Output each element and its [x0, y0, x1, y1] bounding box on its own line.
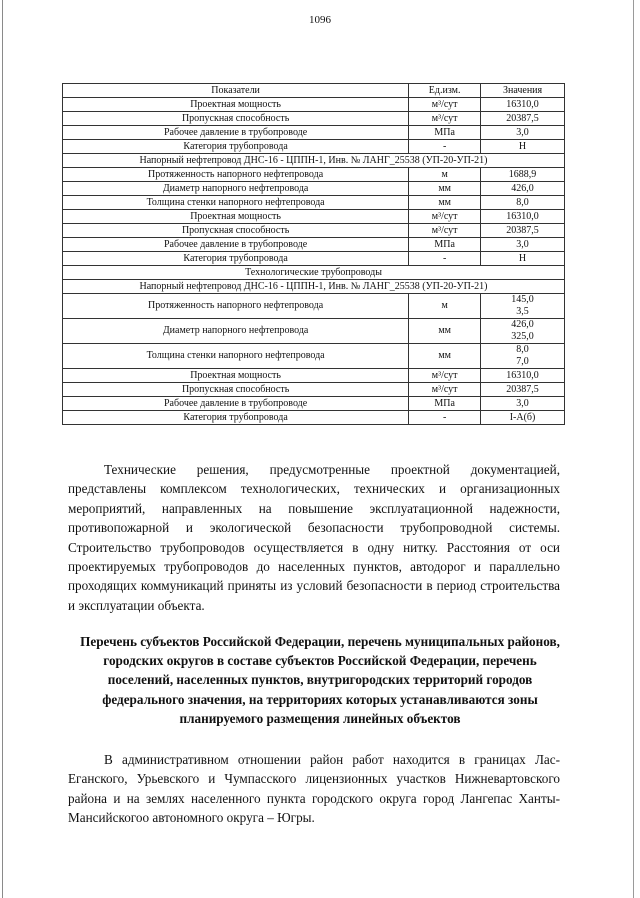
- value-line: 426,0: [511, 319, 534, 330]
- indicator-cell: Рабочее давление в трубопроводе: [63, 126, 409, 140]
- scan-edge-right: [633, 0, 634, 898]
- unit-cell: м³/сут: [409, 210, 481, 224]
- indicator-cell: Пропускная способность: [63, 383, 409, 397]
- indicator-cell: Проектная мощность: [63, 369, 409, 383]
- unit-cell: м³/сут: [409, 224, 481, 238]
- unit-cell: МПа: [409, 126, 481, 140]
- value-cell: 426,0: [481, 182, 565, 196]
- value-cell: 16310,0: [481, 369, 565, 383]
- table-row: [63, 168, 565, 182]
- table-row: [63, 411, 565, 425]
- section-title: Технологические трубопроводы: [63, 266, 565, 280]
- value-cell: 16310,0: [481, 210, 565, 224]
- table-row: [63, 182, 565, 196]
- indicator-cell: Протяженность напорного нефтепровода: [63, 294, 409, 319]
- indicator-cell: Проектная мощность: [63, 210, 409, 224]
- value-line: 3,5: [516, 306, 529, 317]
- table-row: [63, 98, 565, 112]
- indicator-cell: Диаметр напорного нефтепровода: [63, 182, 409, 196]
- indicator-cell: Пропускная способность: [63, 112, 409, 126]
- value-cell: 20387,5: [481, 112, 565, 126]
- table-row: [63, 210, 565, 224]
- value-cell: 20387,5: [481, 224, 565, 238]
- section-title-row: [63, 266, 565, 280]
- unit-cell: м³/сут: [409, 98, 481, 112]
- table-row: [63, 112, 565, 126]
- indicator-cell: Толщина стенки напорного нефтепровода: [63, 344, 409, 369]
- value-line: 8,0: [516, 344, 529, 355]
- unit-cell: мм: [409, 196, 481, 210]
- value-cell: I-А(б): [481, 411, 565, 425]
- scan-edge-left: [2, 0, 3, 898]
- unit-cell: мм: [409, 182, 481, 196]
- indicator-cell: Категория трубопровода: [63, 140, 409, 154]
- value-cell: [481, 294, 565, 319]
- table-row: [63, 238, 565, 252]
- paragraph-administrative: [68, 750, 560, 828]
- table-row: [63, 224, 565, 238]
- section-heading: Перечень субъектов Российской Федерации, перечень муниципальных районов, городских округов в составе субъектов Российской Федерации, перечень поселений, населенных пунктов, внутригородских территорий городов федерального значения, на территориях которых устанавливаются зоны планируемого размещения линейных объектов: [80, 634, 560, 726]
- value-cell: 3,0: [481, 126, 565, 140]
- paragraph-text: В административном отношении район работ находится в границах Лас-Еганского, Урьевского и Чумпасского лицензионных участков Нижневартовского района и на землях населенного пункта городского округа город Лангепас Ханты-Мансийскогоо автономного округа – Югры.: [68, 752, 560, 826]
- table-row: [63, 294, 565, 319]
- unit-cell: мм: [409, 319, 481, 344]
- table-row: [63, 196, 565, 210]
- header-value: Значения: [481, 84, 565, 98]
- table-row: [63, 140, 565, 154]
- section-title: Напорный нефтепровод ДНС-16 - ЦППН-1, Инв. № ЛАНГ_25538 (УП-20-УП-21): [63, 154, 565, 168]
- value-cell: 1688,9: [481, 168, 565, 182]
- indicator-cell: Пропускная способность: [63, 224, 409, 238]
- value-cell: [481, 344, 565, 369]
- table-row: [63, 397, 565, 411]
- value-line: 145,0: [511, 294, 534, 305]
- section-title-row: [63, 280, 565, 294]
- page-number: 1096: [309, 14, 331, 26]
- table-row: [63, 252, 565, 266]
- section-title: Напорный нефтепровод ДНС-16 - ЦППН-1, Инв. № ЛАНГ_25538 (УП-20-УП-21): [63, 280, 565, 294]
- value-cell: Н: [481, 252, 565, 266]
- table-row: [63, 383, 565, 397]
- header-unit: Ед.изм.: [409, 84, 481, 98]
- value-line: 325,0: [511, 331, 534, 342]
- indicator-cell: Толщина стенки напорного нефтепровода: [63, 196, 409, 210]
- value-cell: 3,0: [481, 238, 565, 252]
- indicator-cell: Рабочее давление в трубопроводе: [63, 397, 409, 411]
- value-line: 7,0: [516, 356, 529, 367]
- section-title-row: [63, 154, 565, 168]
- unit-cell: -: [409, 252, 481, 266]
- value-cell: 20387,5: [481, 383, 565, 397]
- value-cell: 8,0: [481, 196, 565, 210]
- table-row: [63, 369, 565, 383]
- unit-cell: мм: [409, 344, 481, 369]
- unit-cell: м: [409, 294, 481, 319]
- indicator-cell: Проектная мощность: [63, 98, 409, 112]
- unit-cell: м: [409, 168, 481, 182]
- value-cell: 16310,0: [481, 98, 565, 112]
- pipeline-spec-table: [62, 83, 565, 425]
- indicator-cell: Диаметр напорного нефтепровода: [63, 319, 409, 344]
- unit-cell: м³/сут: [409, 369, 481, 383]
- unit-cell: м³/сут: [409, 112, 481, 126]
- paragraph-text: Технические решения, предусмотренные проектной документацией, представлены комплексом технологических, технических и организационных мероприятий, направленных на повышение эксплуатационной надежности, противопожарной и экологической безопасности трубопроводной системы. Строительство трубопроводов осуществляется в одну нитку. Расстояния от оси проектируемых трубопроводов до населенных пунктов, автодорог и параллельно проходящих коммуникаций приняты из условий безопасности в период строительства и эксплуатации объекта.: [68, 462, 560, 613]
- unit-cell: -: [409, 140, 481, 154]
- unit-cell: -: [409, 411, 481, 425]
- header-indicator: Показатели: [63, 84, 409, 98]
- value-cell: [481, 319, 565, 344]
- indicator-cell: Протяженность напорного нефтепровода: [63, 168, 409, 182]
- table-row: [63, 344, 565, 369]
- unit-cell: МПа: [409, 238, 481, 252]
- unit-cell: МПа: [409, 397, 481, 411]
- value-cell: Н: [481, 140, 565, 154]
- indicator-cell: Рабочее давление в трубопроводе: [63, 238, 409, 252]
- table-header-row: [63, 84, 565, 98]
- table-row: [63, 126, 565, 140]
- value-cell: 3,0: [481, 397, 565, 411]
- paragraph-technical-solutions: [68, 460, 560, 615]
- indicator-cell: Категория трубопровода: [63, 252, 409, 266]
- indicator-cell: Категория трубопровода: [63, 411, 409, 425]
- table-row: [63, 319, 565, 344]
- unit-cell: м³/сут: [409, 383, 481, 397]
